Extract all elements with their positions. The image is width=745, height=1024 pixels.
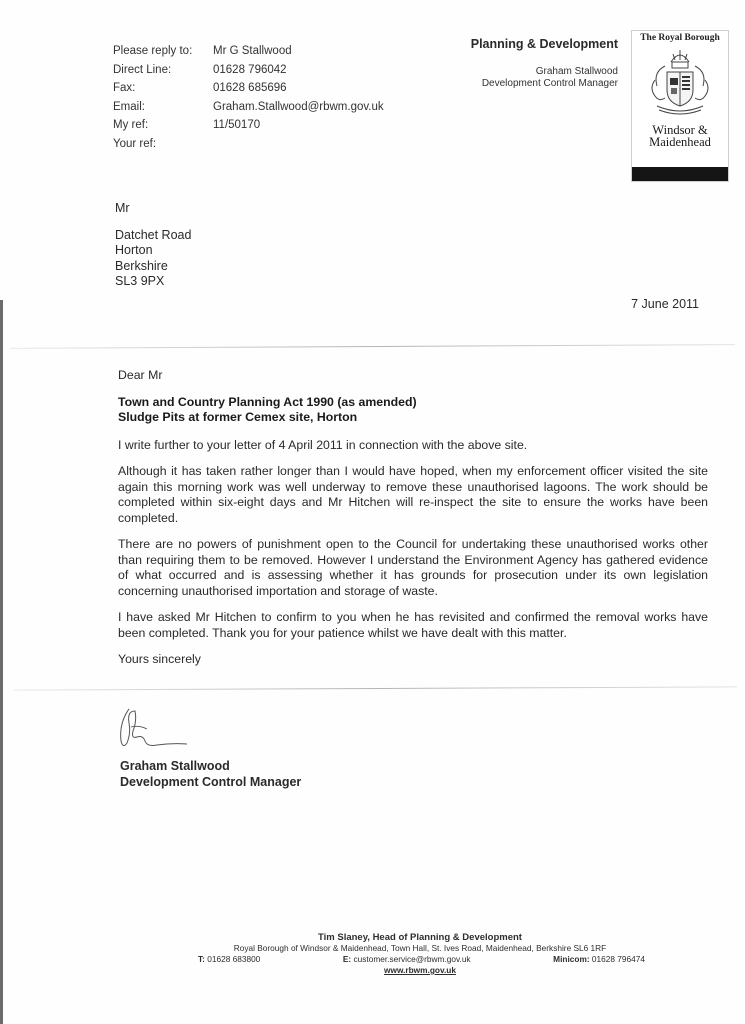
salutation: Dear Mr [118,368,163,382]
meta-label: Direct Line: [113,63,172,76]
address-line: Horton [115,243,153,257]
meta-row-my-ref [113,116,384,135]
letter-body [118,368,708,679]
phone-value: 01628 683800 [207,954,261,964]
email-value[interactable]: customer.service@rbwm.gov.uk [353,954,471,964]
recipient-name: Mr [115,201,130,215]
meta-label: Fax: [113,82,136,95]
signer-title: Development Control Manager [120,775,302,789]
minicom-label: Minicom: [553,954,590,964]
department-title: Planning & Development [470,37,618,51]
closing: Yours sincerely [118,652,201,666]
footer-phone [198,954,260,965]
meta-value: Mr G Stallwood [213,45,292,58]
sender-name: Graham Stallwood [535,66,618,77]
phone-label: T: [198,954,205,964]
paragraph: Although it has taken rather longer than I would have hoped, when my enforcement officer visited the site again this morning work was well underway to remove these unauthorised lagoons. The work should be completed within six-eight days and Mr Hitchen will re-inspect the site to ensure the works have been completed. [118,464,708,525]
logo-name-line: Maidenhead [649,135,711,149]
address-line: SL3 9PX [115,274,165,288]
logo-bar [632,167,728,181]
footer-address: Royal Borough of Windsor & Maidenhead, Town Hall, St. Ives Road, Maidenhead, Berkshire SL6 1RF [233,943,607,953]
minicom-value: 01628 796474 [591,954,645,964]
subject-heading [118,395,708,426]
meta-row-direct-line [113,61,384,80]
signer-name: Graham Stallwood [120,759,230,773]
meta-value: Graham.Stallwood@rbwm.gov.uk [213,100,384,113]
meta-row-your-ref [113,135,384,154]
coat-of-arms-icon [645,46,715,120]
logo-top-text: The Royal Borough [640,33,720,43]
paragraph: I write further to your letter of 4 April 2011 in connection with the above site. [118,437,528,452]
fold-line [14,686,737,690]
email-label: E: [342,954,352,964]
sender-block [471,66,618,90]
letter-date: 7 June 2011 [631,297,699,311]
address-line: Berkshire [115,258,168,273]
department-block [471,37,618,90]
meta-row-fax [113,79,384,98]
meta-row-email [113,98,384,117]
paragraph: There are no powers of punishment open to the Council for undertaking these unauthorised works other than requiring them to be removed. However I understand the Environment Agency has gathered evidence of what occurred and is assessing whether it has grounds for prosecution under its own legislation concerning unauthorised importation and storage of waste. [118,537,708,598]
subject-line: Sludge Pits at former Cemex site, Horton [118,410,358,424]
meta-label: Email: [113,100,145,113]
paragraph: I have asked Mr Hitchen to confirm to you when he has revisited and confirmed the removal works have been completed. Thank you for your patience whilst we have dealt with this matter. [118,610,708,640]
website-link[interactable]: www.rbwm.gov.uk [384,965,456,975]
contact-details [113,42,384,153]
letter-footer [150,932,690,976]
meta-label: Please reply to: [113,45,193,58]
footer-contacts [150,954,690,965]
sender-title: Development Control Manager [481,78,618,89]
logo-name-line: Windsor & [652,123,708,137]
fold-line [10,344,735,349]
meta-label: My ref: [113,119,149,132]
meta-value: 01628 796042 [213,63,287,76]
footer-email[interactable] [343,954,471,965]
meta-value: 01628 685696 [213,82,287,95]
subject-line: Town and Country Planning Act 1990 (as amended) [118,394,417,409]
handwritten-signature-icon [117,703,207,753]
signer-block [120,758,301,790]
borough-logo [631,30,729,182]
address-line: Datchet Road [115,227,192,242]
meta-row-reply-to [113,42,384,61]
meta-value: 11/50170 [213,119,261,132]
scan-edge [0,300,3,1024]
footer-minicom [553,954,645,965]
recipient-address [115,201,191,290]
meta-label: Your ref: [113,137,157,150]
footer-head: Tim Slaney, Head of Planning & Development [318,932,522,943]
logo-name [632,124,728,148]
